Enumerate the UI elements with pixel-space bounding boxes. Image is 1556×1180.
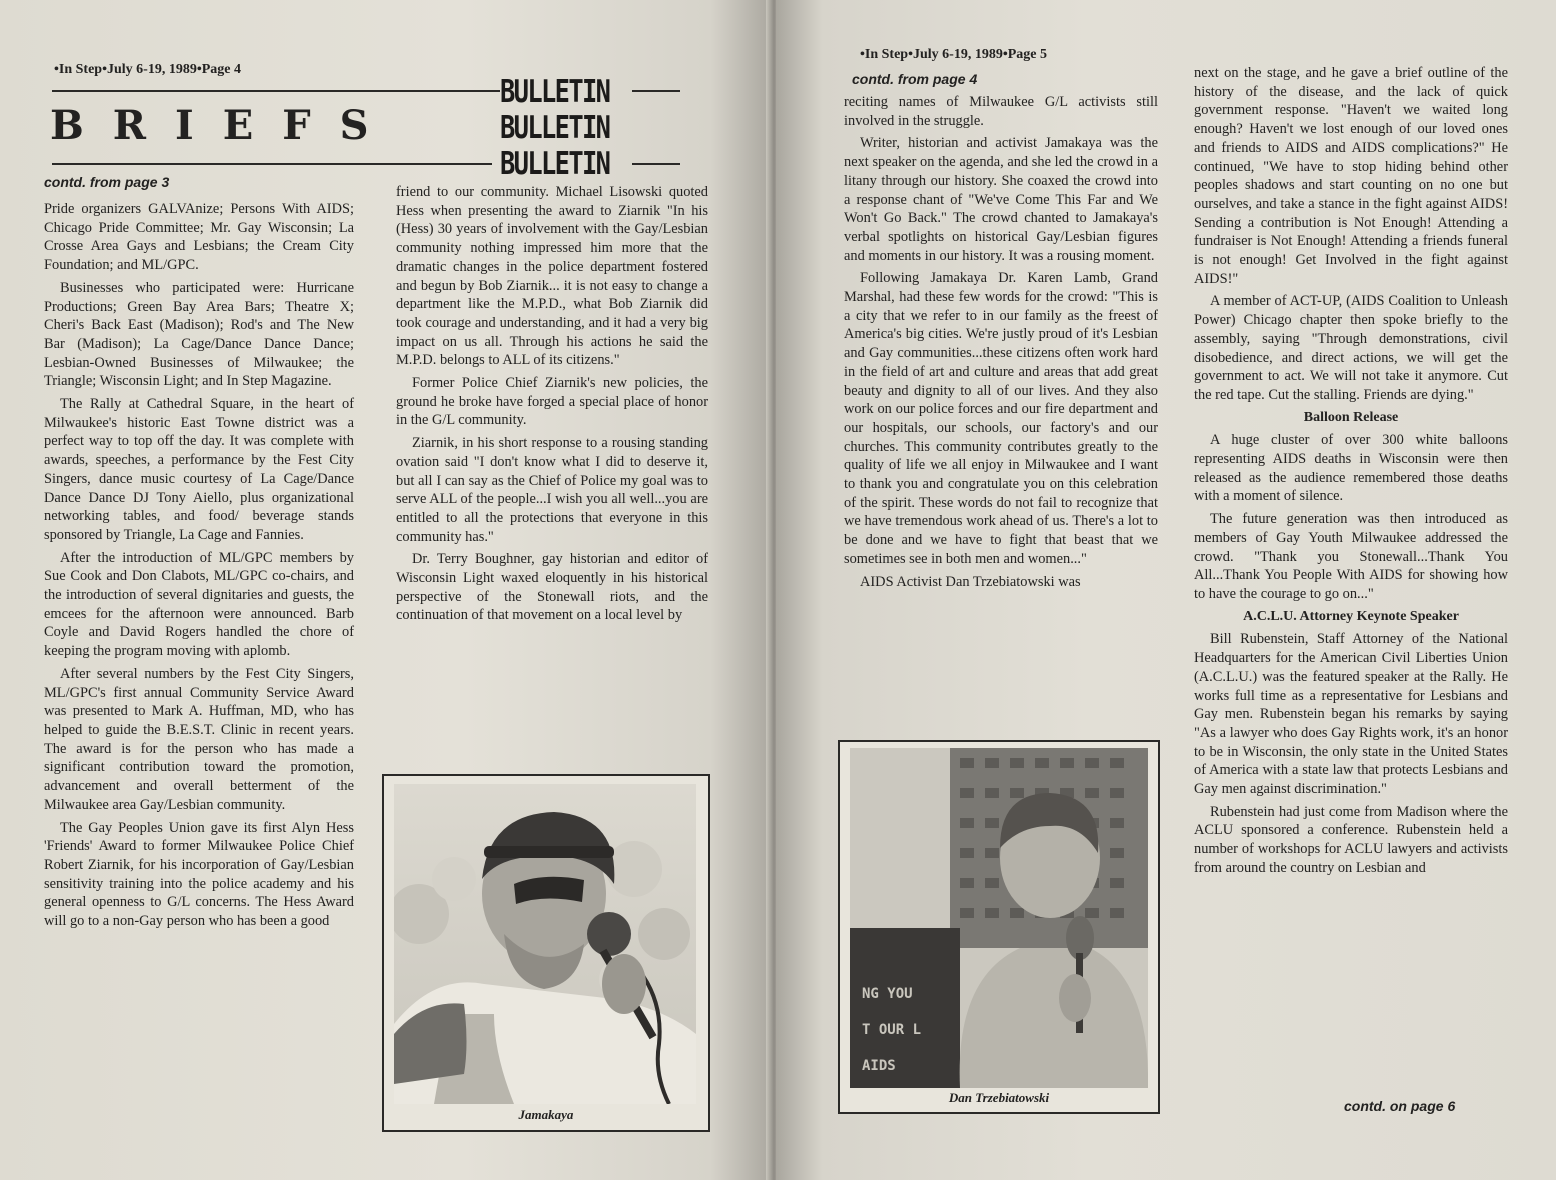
subheading-balloon-release: Balloon Release [1303,409,1399,425]
paragraph: Writer, historian and activist Jamakaya was the next speaker on the agenda, and she led the crowd in a litany through our history. She coaxed the crowd into a response chant of "We've Come This Far and We Won't Go Back." The crowd chanted to Jamakaya's verbal spotlights on historical Gay/Lesbian figures and moments in our history. It was a rousing moment. [844,135,1158,264]
paragraph: Bill Rubenstein, Staff Attorney of the National Headquarters for the American Civil Liberties Union (A.C.L.U.) was the featured speaker at the Rally. He works full time as a representative for Lesbians and Gay men. Rubenstein began his remarks by saying "As a lawyer who does Gay Rights work, it's an honor to be in Wisconsin, the only state in the United States of America with a state law that protects Lesbians and Gay men against discrimination." [1194,631,1508,798]
right-contd-from: contd. from page 4 [852,71,978,87]
paragraph: reciting names of Milwaukee G/L activists still involved in the struggle. [844,94,1158,129]
left-contd-from: contd. from page 3 [44,174,170,190]
paragraph: Businesses who participated were: Hurricane Productions; Green Bay Area Bars; Theatre X; Cheri's Back East (Madison); Rod's and The New Bar (Madison); La Cage/Dance Dance Dance; Lesbian-Owned Businesses of Milwaukee; the Triangle; Wisconsin Light; and In Step Magazine. [44,279,354,390]
paragraph: The Gay Peoples Union gave its first Alyn Hess 'Friends' Award to former Milwaukee Police Chief Robert Ziarnik, for his incorporation of Gay/Lesbian sensitivity training into the police academy and his general openness to G/L concerns. The Hess Award will go to a non-Gay person who has been a good [44,819,354,930]
sign-line: NG YOU [862,986,913,1002]
paragraph: friend to our community. Michael Lisowski quoted Hess when presenting the award to Ziarnik "In his (Hess) 30 years of involvement with the Gay/Lesbian community nothing impressed him more that the dramatic changes in the police department fostered and begun by Bob Ziarnik... it is not easy to change a department like the M.P.D., what Bob Ziarnik did took courage and understanding, and it had a very big impact on us all. Through his actions he said the M.P.D. belongs to ALL of its citizens." [396,184,708,369]
left-column-2 [396,183,708,773]
photo-dan-image [850,748,1148,1088]
left-folio: •In Step•July 6-19, 1989•Page 4 [54,62,241,77]
paragraph: Pride organizers GALVAnize; Persons With AIDS; Chicago Pride Committee; Mr. Gay Wisconsin; La Crosse Area Gays and Lesbians; the Cream City Foundation; and ML/GPC. [44,201,354,274]
photo-jamakaya-image [394,784,696,1104]
photo-sign [862,976,921,1084]
paragraph: The future generation was then introduced as members of Gay Youth Milwaukee addressed the crowd. "Thank you Stonewall...Thank You All...Thank You People With AIDS for showing how to have the courage to go on..." [1194,511,1508,602]
paragraph: A member of ACT-UP, (AIDS Coalition to Unleash Power) Chicago chapter then spoke briefly to the assembly, saying "Through demonstrations, civil disobedience, and direct actions, we will get the government to act. We will not take it anymore. Cut the red tape. Cut the stalling. Friends are dying." [1194,293,1508,403]
bulletin-line-2: BULLETIN [500,110,610,146]
paragraph: After several numbers by the Fest City Singers, ML/GPC's first annual Community Service Award was presented to Mark A. Huffman, MD, who has helped to guide the B.E.S.T. Clinic in recent years. The award is for the person who has made a significant contribution toward the promotion, advancement and overall betterment of the Milwaukee area Gay/Lesbian community. [44,665,354,813]
photo-jamakaya-caption: Jamakaya [518,1107,574,1122]
header-rule-bottom-right [632,163,680,165]
paragraph: AIDS Activist Dan Trzebiatowski was [860,573,1081,590]
paragraph: The Rally at Cathedral Square, in the heart of Milwaukee's historic East Towne district was a perfect way to top off the day. It was complete with awards, speeches, a performance by the Fest City Singers, dance music courtesy of La Cage/Dance Dance Dance DJ Tony Aiello, plus organizational networking tables, and food/ beverage stands sponsored by Triangle, La Cage and Fannies. [44,396,354,543]
header-rule-top [52,90,500,92]
bulletin-line-3: BULLETIN [500,146,610,182]
left-page [0,0,772,1180]
header-rule-bottom [52,163,492,165]
header-rule-top-right [632,90,680,92]
paragraph: Former Police Chief Ziarnik's new policies, the ground he broke have forged a special place of honor in the G/L community. [396,375,708,429]
paragraph: next on the stage, and he gave a brief outline of the history of the disease, and the lack of quick government response. "Haven't we waited long enough? Haven't we lost enough of our loved ones and friends to AIDS and AIDS complications?" He continued, "We have to stop hiding behind other peoples shadows and start counting on no one but ourselves, and take a stance in the fight against AIDS! Sending a contribution is Not Enough! Attending a fundraiser is Not Enough! Attending a friends funeral is not enough! Get Involved in the fight against AIDS!" [1194,65,1508,287]
right-column-1 [844,93,1158,739]
right-folio: •In Step•July 6-19, 1989•Page 5 [860,47,1047,62]
paragraph: Ziarnik, in his short response to a rousing standing ovation said "I don't know what I did to deserve it, but all I can say as the Chief of Police my goal was to serve ALL of the people...I wish you all well...you are entitled to all the protections that everyone in this community has." [396,435,708,545]
sign-line: T OUR L [862,1022,922,1038]
photo-jamakaya-illustration [394,784,696,1104]
subheading-aclu: A.C.L.U. Attorney Keynote Speaker [1243,608,1459,624]
right-page [776,0,1556,1180]
left-column-1 [44,200,354,935]
paragraph: Following Jamakaya Dr. Karen Lamb, Grand Marshal, had these few words for the crowd: "This is a city that we refer to in our family as the freest of America's big cities. We're justly proud of it's Lesbian and Gay communities...these citizens often work hard in the field of art and culture and areas that add great beauty and dignity to all of our lives. And they also work on our police forces and our fire department and our hospitals, our schools, our factory's and our churches. This community contributes greatly to the quality of life we all enjoy in Milwaukee and I want to thank you and congratulate you on this celebration of the spirit. These words do not fail to recognize that we have tremendous work ahead of us. There's a lot to be done and we have to fight that beast that we sometimes see in both men and women..." [844,270,1158,567]
right-column-2 [1194,64,1508,1088]
paragraph: Rubenstein had just come from Madison where the ACLU sponsored a conference. Rubenstein held a number of workshops for ACLU lawyers and activists from around the country on Lesbian and [1194,803,1508,876]
photo-dan-trzebiatowski [838,740,1160,1114]
paragraph: A huge cluster of over 300 white balloons representing AIDS deaths in Wisconsin were then released as the audience remembered those deaths with a moment of silence. [1194,432,1508,505]
bulletin-line-1: BULLETIN [500,74,610,110]
section-title: BRIEFS [50,102,398,149]
photo-dan-caption: Dan Trzebiatowski [948,1090,1050,1105]
paragraph: Dr. Terry Boughner, gay historian and editor of Wisconsin Light waxed eloquently in his historical perspective of the Stonewall riots, and the continuation of that movement on a local level by [396,551,708,624]
paragraph: After the introduction of ML/GPC members by Sue Cook and Don Clabots, ML/GPC co-chairs, and the introduction of several dignitaries and guests, the emcees for the afternoon were announced. Barb Coyle and David Rogers handled the chore of keeping the program moving with aplomb. [44,549,354,660]
sign-line: AIDS [862,1058,896,1074]
right-contd-on: contd. on page 6 [1344,1098,1456,1114]
photo-jamakaya [382,774,710,1132]
